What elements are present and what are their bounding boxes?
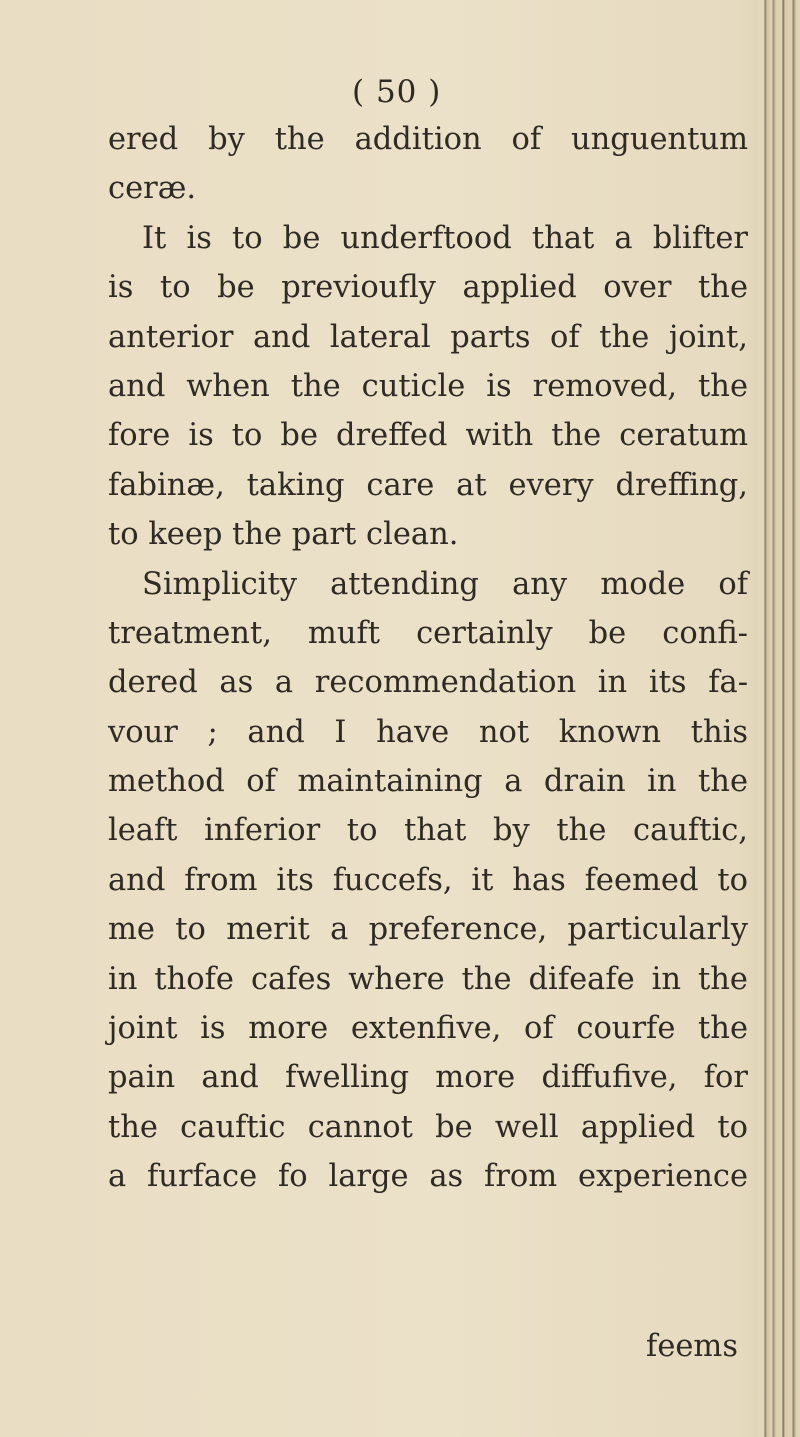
text-line: method of maintaining a drain in the (108, 764, 748, 800)
text-line: joint is more extenfive, of courfe the (108, 1011, 748, 1047)
text-line: the cauftic cannot be well applied to (108, 1109, 748, 1145)
text-line: is to be previoufly applied over the (108, 270, 748, 306)
page-number-header: ( 50 ) (352, 74, 442, 110)
text-line: leaft inferior to that by the cauftic, (108, 813, 748, 849)
text-line: Simplicity attending any mode of (142, 566, 748, 602)
text-line: ered by the addition of unguentum (108, 122, 748, 157)
page-edge (758, 0, 800, 1437)
text-line: fabinæ, taking care at every dreffing, (108, 467, 748, 503)
text-line: fore is to be dreffed with the ceratum (108, 418, 748, 454)
text-line: dered as a recommendation in its fa- (108, 665, 748, 701)
text-line: me to merit a preference, particularly (108, 912, 748, 948)
body-text (108, 115, 748, 1202)
text-line: pain and fwelling more diffufive, for (108, 1060, 748, 1096)
text-line: in thofe cafes where the difeafe in the (108, 961, 748, 997)
text-line: It is to be underftood that a blifter (142, 220, 748, 256)
text-line: and when the cuticle is removed, the (108, 368, 748, 404)
text-line: treatment, muft certainly be confi- (108, 615, 748, 651)
text-line: ceræ. (108, 171, 197, 207)
text-line: a furface fo large as from experience (108, 1159, 748, 1195)
text-line: to keep the part clean. (108, 517, 459, 553)
catchword: feems (646, 1329, 738, 1364)
text-line: vour ; and I have not known this (108, 714, 748, 750)
text-line: and from its fuccefs, it has feemed to (108, 862, 748, 898)
text-line: anterior and lateral parts of the joint, (108, 319, 748, 355)
